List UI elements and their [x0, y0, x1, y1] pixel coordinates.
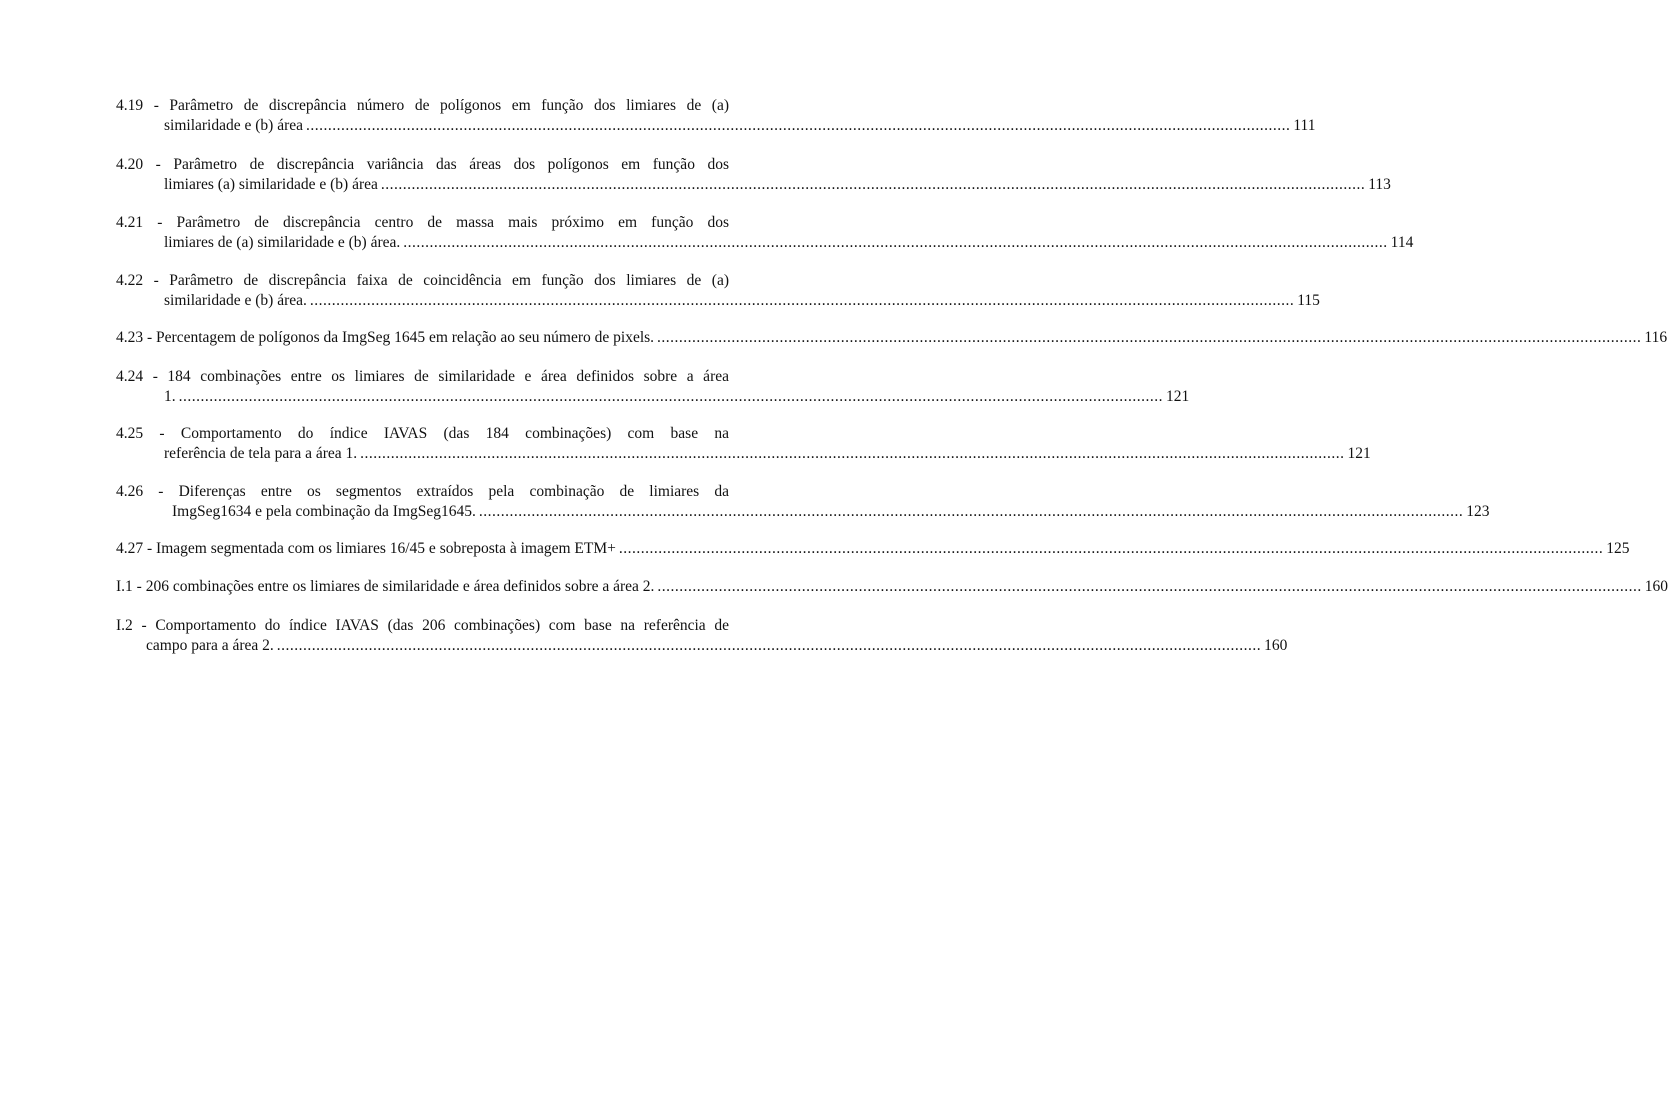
entry-title-line1: 4.26 - Diferenças entre os segmentos extraídos pela combinação de limiares da	[116, 483, 729, 500]
entry-title-line2: limiares (a) similaridade e (b) área	[164, 176, 378, 193]
entry-title-line2: limiares de (a) similaridade e (b) área.	[164, 234, 401, 251]
list-of-figures-entry	[116, 539, 1630, 559]
dot-leader	[657, 328, 1641, 348]
entry-continuation-line	[116, 444, 1371, 464]
dot-leader	[310, 291, 1294, 311]
entry-page-number: 115	[1297, 292, 1320, 309]
entry-title-line2: similaridade e (b) área.	[164, 292, 307, 309]
entry-title: 4.23 - Percentagem de polígonos da ImgSeg 1645 em relação ao seu número de pixels.	[116, 329, 655, 346]
entry-page-number: 160	[1264, 637, 1288, 654]
entry-continuation-line	[116, 387, 1190, 407]
list-of-figures-entry	[116, 616, 1288, 656]
dot-leader	[381, 175, 1365, 195]
dot-leader	[479, 502, 1463, 522]
entry-title-line2: campo para a área 2.	[146, 637, 274, 654]
list-of-figures-entry	[116, 424, 1371, 464]
entry-continuation-line	[116, 636, 1288, 656]
list-of-figures-entry	[116, 482, 1490, 522]
dot-leader	[179, 387, 1163, 407]
entry-title-line1: 4.25 - Comportamento do índice IAVAS (das 184 combinações) com base na	[116, 425, 729, 442]
entry-continuation-line	[116, 116, 1316, 136]
entry-continuation-line	[116, 502, 1490, 522]
entry-continuation-line	[116, 175, 1391, 195]
entry-page-number: 116	[1644, 329, 1668, 346]
entry-title-line1: 4.24 - 184 combinações entre os limiares de similaridade e área definidos sobre a área	[116, 368, 729, 385]
entry-title-line2: referência de tela para a área 1.	[164, 445, 358, 462]
entry-title-line1: 4.20 - Parâmetro de discrepância variância das áreas dos polígonos em função dos	[116, 156, 729, 173]
entry-page-number: 121	[1347, 445, 1371, 462]
dot-leader	[360, 444, 1344, 464]
entry-single-line	[116, 539, 1630, 559]
entry-single-line	[116, 328, 1668, 348]
dot-leader	[277, 636, 1261, 656]
entry-title: I.1 - 206 combinações entre os limiares de similaridade e área definidos sobre a área 2.	[116, 578, 655, 595]
list-of-figures-entry	[116, 328, 1668, 348]
entry-title-line1: 4.22 - Parâmetro de discrepância faixa de coincidência em função dos limiares de (a)	[116, 272, 729, 289]
dot-leader	[619, 539, 1603, 559]
entry-title-line1: 4.21 - Parâmetro de discrepância centro de massa mais próximo em função dos	[116, 214, 729, 231]
entry-page-number: 114	[1390, 234, 1414, 251]
entry-title-line2: 1.	[164, 388, 176, 405]
list-of-figures-entry	[116, 271, 1320, 311]
list-of-figures-entry	[116, 213, 1414, 253]
entry-page-number: 121	[1166, 388, 1190, 405]
list-of-figures-entry	[116, 577, 1668, 597]
entry-page-number: 160	[1644, 578, 1668, 595]
list-of-figures-entry	[116, 96, 1316, 136]
entry-continuation-line	[116, 291, 1320, 311]
dot-leader	[657, 577, 1641, 597]
list-of-figures-entry	[116, 155, 1391, 195]
entry-page-number: 123	[1466, 503, 1490, 520]
entry-title-line2: similaridade e (b) área	[164, 117, 303, 134]
entry-page-number: 125	[1606, 540, 1630, 557]
entry-title-line1: I.2 - Comportamento do índice IAVAS (das 206 combinações) com base na referência de	[116, 617, 729, 634]
entry-single-line	[116, 577, 1668, 597]
entry-page-number: 113	[1368, 176, 1391, 193]
dot-leader	[306, 116, 1290, 136]
entry-page-number: 111	[1293, 117, 1316, 134]
entry-title-line1: 4.19 - Parâmetro de discrepância número de polígonos em função dos limiares de (a)	[116, 97, 729, 114]
entry-continuation-line	[116, 233, 1414, 253]
dot-leader	[403, 233, 1387, 253]
entry-title: 4.27 - Imagem segmentada com os limiares 16/45 e sobreposta à imagem ETM+	[116, 540, 616, 557]
list-of-figures-entry	[116, 367, 1190, 407]
entry-title-line2: ImgSeg1634 e pela combinação da ImgSeg1645.	[172, 503, 476, 520]
